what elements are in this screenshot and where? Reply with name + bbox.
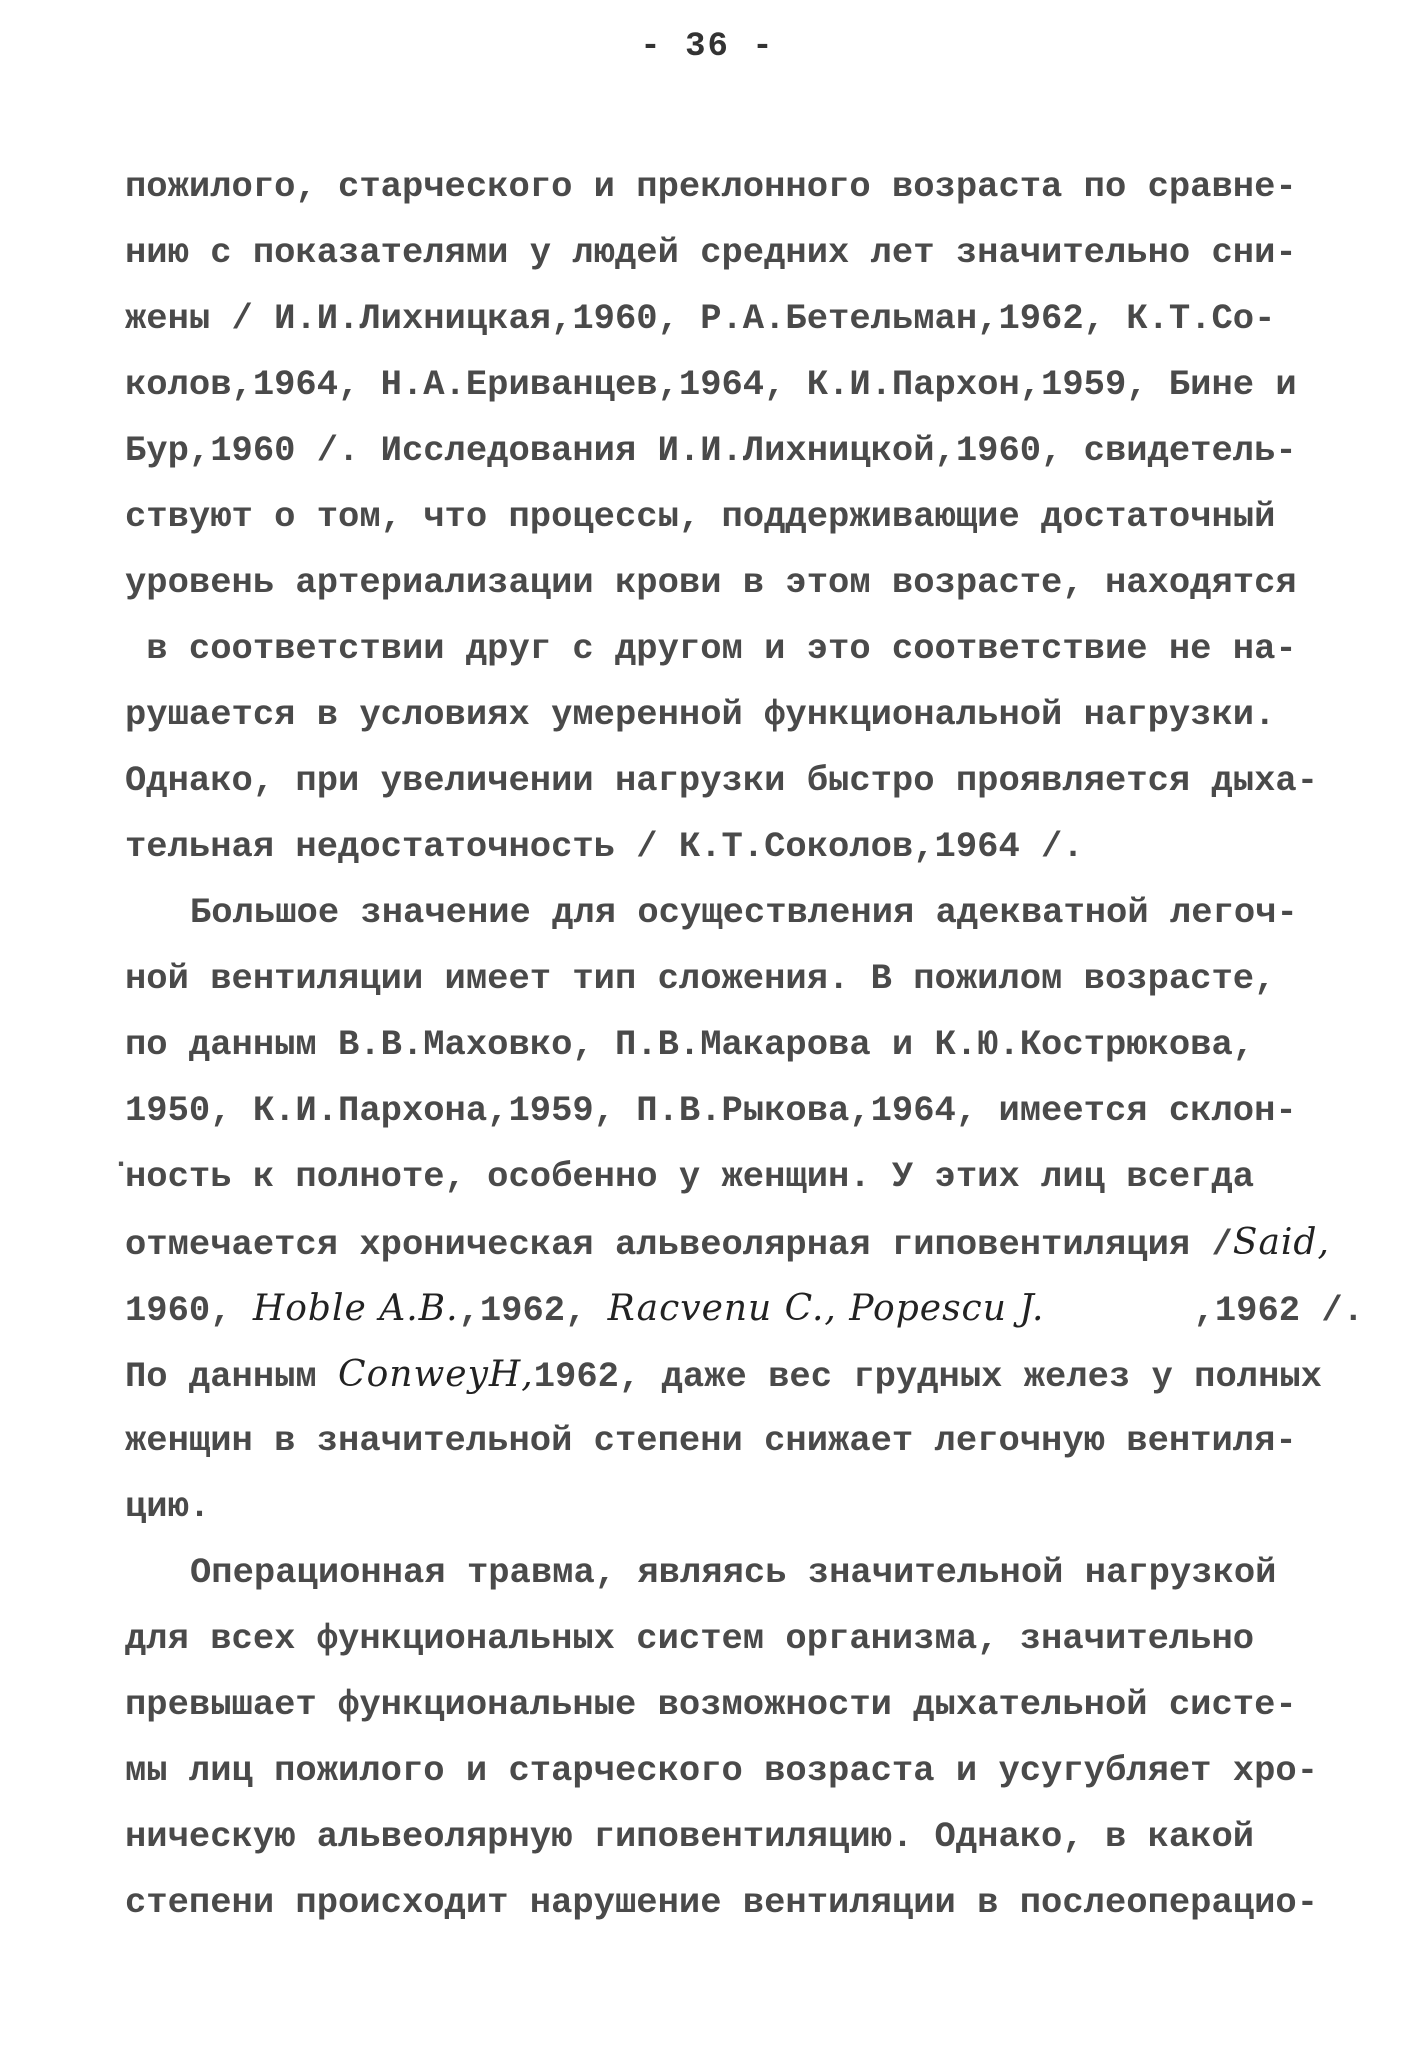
text-line: для всех функциональных систем организма, значительно [125,1618,1255,1659]
text-line: ность к полноте, особенно у женщин. У этих лиц всегда [125,1156,1255,1197]
text-line: жены / И.И.Лихницкая,1960, Р.А.Бетельман,1962, К.Т.Со- [125,298,1276,339]
text-segment: 1962, даже вес грудных желез у полных [533,1356,1322,1397]
text-line: женщин в значительной степени снижает легочную вентиля- [125,1420,1297,1461]
handwritten-text: Hoble A.B. [252,1288,459,1329]
text-line: ной вентиляции имеет тип сложения. В пожилом возрасте, [125,958,1276,999]
text-line: рушается в условиях умеренной функциональной нагрузки. [125,694,1276,735]
text-line: ствуют о том, что процессы, поддерживающие достаточный [125,496,1276,537]
text-line: Большое значение для осуществления адекватной легоч- [190,892,1298,933]
text-segment: 1960, [125,1290,253,1331]
handwritten-text: Said, [1232,1222,1330,1263]
page-number: - 36 - [640,28,775,66]
margin-mark: . [112,1142,131,1176]
text-line [125,1353,1322,1399]
text-line: колов,1964, Н.А.Ериванцев,1964, К.И.Пархон,1959, Бине и [125,364,1297,405]
handwritten-text: Racvenu C., Popescu J. [607,1288,1045,1329]
text-line: цию. [125,1486,211,1527]
text-line [125,1221,1330,1267]
text-line: Операционная травма, являясь значительной нагрузкой [190,1552,1277,1593]
text-segment: По данным [125,1356,339,1397]
text-segment: отмечается хроническая альвеолярная гиповентиляция / [125,1224,1233,1265]
handwritten-text: ConweyH, [338,1354,534,1395]
text-line: по данным В.В.Маховко, П.В.Макарова и К.Ю.Кострюкова, [125,1024,1255,1065]
text-line: пожилого, старческого и преклонного возраста по сравне- [125,166,1297,207]
text-line: Однако, при увеличении нагрузки быстро проявляется дыха- [125,760,1318,801]
text-line: мы лиц пожилого и старческого возраста и усугубляет хро- [125,1750,1318,1791]
text-line: Бур,1960 /. Исследования И.И.Лихницкой,1960, свидетель- [125,430,1297,471]
text-segment: ,1962, [458,1290,608,1331]
text-line [125,1287,1364,1333]
text-line: уровень артериализации крови в этом возрасте, находятся [125,562,1297,603]
text-line: степени происходит нарушение вентиляции в послеоперацио- [125,1882,1318,1923]
text-line: нию с показателями у людей средних лет значительно сни- [125,232,1297,273]
text-line: тельная недостаточность / К.Т.Соколов,1964 /. [125,826,1084,867]
text-line: ническую альвеолярную гиповентиляцию. Однако, в какой [125,1816,1255,1857]
text-line: в соответствии друг с другом и это соответствие не на- [125,628,1297,669]
text-segment: ,1962 /. [1044,1290,1364,1331]
text-line: превышает функциональные возможности дыхательной систе- [125,1684,1297,1725]
text-line: 1950, К.И.Пархона,1959, П.В.Рыкова,1964, имеется склон- [125,1090,1297,1131]
